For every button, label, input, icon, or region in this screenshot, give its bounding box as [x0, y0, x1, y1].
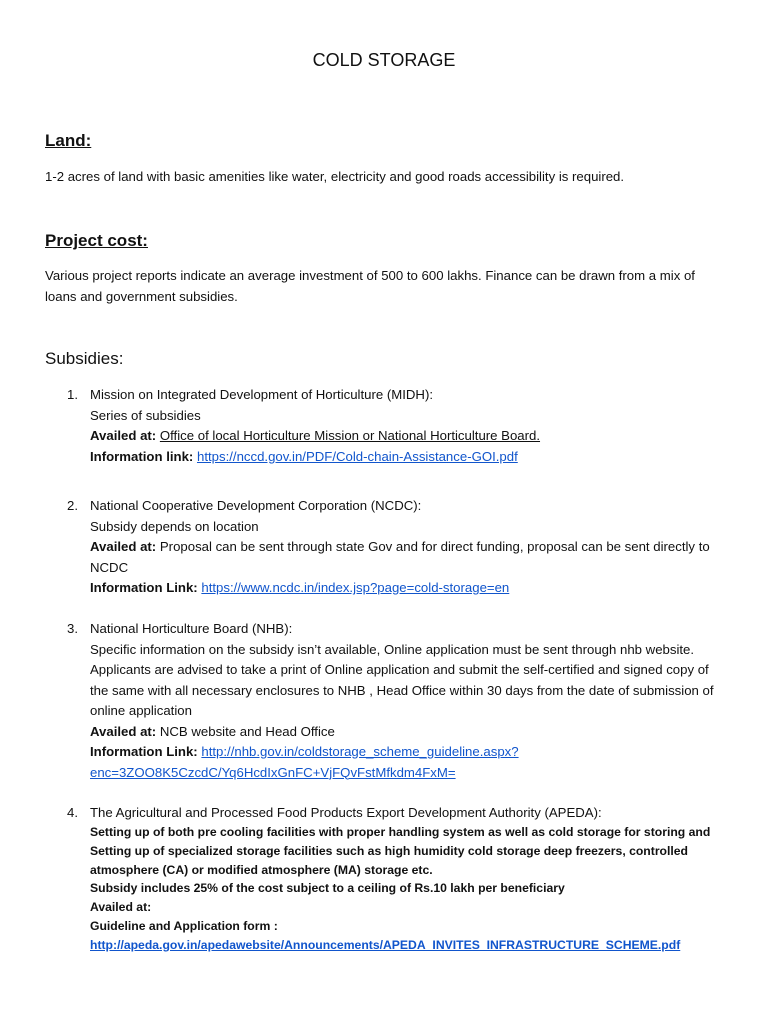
- availed-value: NCB website and Head Office: [159, 723, 335, 739]
- info-url-link-part2[interactable]: enc=3ZOO8K5CzcdC/Yq6HcdIxGnFC+VjFQvFstMfkdm4FxM=: [90, 764, 456, 780]
- info-label: Information Link:: [90, 744, 198, 759]
- availed-at-row: [90, 537, 727, 578]
- project-cost-heading: Project cost:: [45, 231, 148, 250]
- availed-label: Availed at:: [90, 900, 152, 915]
- apeda-detail-line-2: Setting up of specialized storage facilities such as high humidity cold storage deep freezers, controlled atmosphere (CA) or modified atmosphere (MA) storage etc.: [90, 843, 688, 877]
- availed-label: Availed at:: [90, 539, 157, 554]
- availed-at-row: [90, 722, 727, 743]
- subsidy-item-apeda-details: [67, 823, 727, 955]
- project-cost-text: Various project reports indicate an average investment of 500 to 600 lakhs. Finance can be drawn from a mix of loans and government subsidies.: [45, 268, 695, 304]
- item-name: The Agricultural and Processed Food Products Export Development Authority (APEDA):: [90, 805, 602, 820]
- availed-value: Office of local Horticulture Mission or National Horticulture Board.: [159, 428, 541, 443]
- info-url-link[interactable]: https://www.ncdc.in/index.jsp?page=cold-storage=en: [201, 580, 510, 595]
- item-number: 3.: [67, 621, 78, 636]
- item-name: National Cooperative Development Corporation (NCDC):: [90, 498, 422, 513]
- item-number: 2.: [67, 498, 78, 513]
- subsidy-item-ncdc: [67, 496, 727, 599]
- info-label: Information Link:: [90, 580, 198, 595]
- information-link-continuation: [90, 763, 727, 784]
- item-description: Specific information on the subsidy isn’t available, Online application must be sent through nhb website. Applicants are advised to take a print of Online application and submit the self-certified and signed copy of the same with all necessary enclosures to NHB , Head Office within 30 days from the date of submission of online application: [90, 641, 714, 718]
- item-name: National Horticulture Board (NHB):: [90, 621, 293, 636]
- page-title: COLD STORAGE: [312, 50, 456, 70]
- information-link-row: [90, 447, 727, 468]
- item-number: 4.: [67, 805, 78, 820]
- availed-value: Proposal can be sent through state Gov and for direct funding, proposal can be sent directly to NCDC: [90, 539, 710, 575]
- guideline-label: Guideline and Application form :: [90, 918, 278, 933]
- availed-label: Availed at:: [90, 428, 157, 443]
- info-url-link[interactable]: http://apeda.gov.in/apedawebsite/Announcements/APEDA_INVITES_INFRASTRUCTURE_SCHEME.pdf: [90, 937, 681, 952]
- information-link-row: [90, 578, 727, 599]
- item-name: Mission on Integrated Development of Horticulture (MIDH):: [90, 387, 434, 402]
- information-link-row: [90, 936, 727, 955]
- availed-at-row: [90, 426, 727, 447]
- information-link-row: [90, 742, 727, 763]
- subsidy-item-midh: [67, 385, 727, 467]
- item-description: Subsidy depends on location: [90, 518, 259, 534]
- info-url-link-part1[interactable]: http://nhb.gov.in/coldstorage_scheme_guideline.aspx?: [201, 744, 519, 759]
- apeda-detail-line-1: Setting up of both pre cooling facilities with proper handling system as well as cold storage for storing and: [90, 825, 711, 839]
- subsidies-heading: Subsidies:: [45, 349, 124, 368]
- item-number: 1.: [67, 387, 78, 402]
- apeda-detail-line-3: Subsidy includes 25% of the cost subject to a ceiling of Rs.10 lakh per beneficiary: [90, 881, 565, 896]
- subsidy-item-nhb: [67, 619, 727, 783]
- info-label: Information link:: [90, 448, 194, 464]
- info-url-link[interactable]: https://nccd.gov.in/PDF/Cold-chain-Assistance-GOI.pdf: [196, 448, 518, 464]
- availed-label: Availed at:: [90, 723, 157, 739]
- item-description: Series of subsidies: [90, 407, 201, 423]
- subsidy-item-apeda: [67, 803, 727, 824]
- land-heading: Land:: [45, 131, 92, 150]
- land-text: 1-2 acres of land with basic amenities like water, electricity and good roads accessibility is required.: [45, 169, 625, 184]
